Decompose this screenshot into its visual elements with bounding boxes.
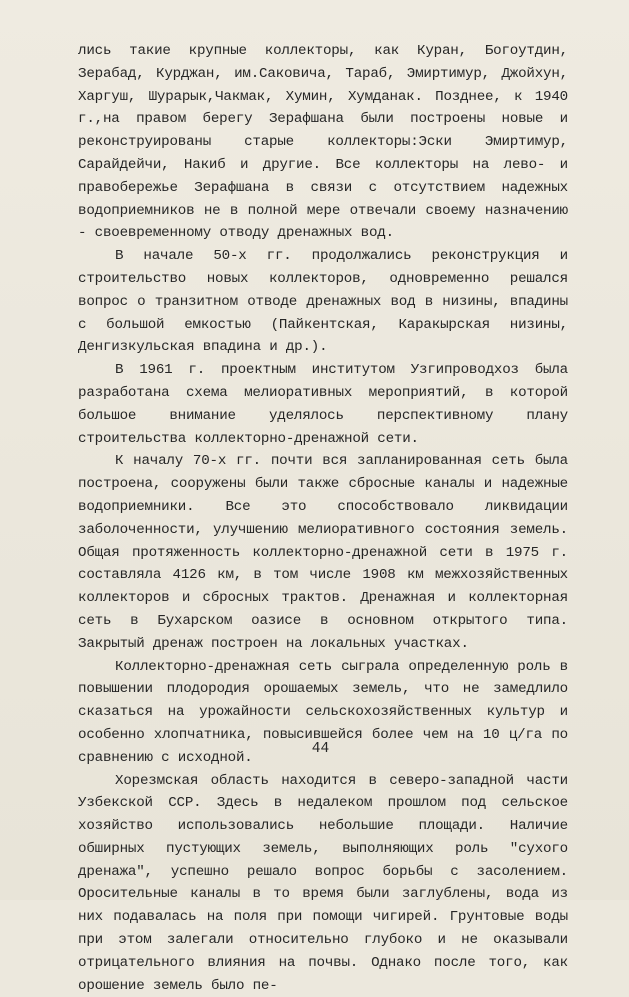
paragraph-1950s-reconstruction: В начале 50-х гг. продолжались реконструкция и строительство новых коллекторов, одновременно решался вопрос о транзитном отводе дренажных вод в низины, впадины с большой емкостью (Пайкентская, Каракырская низины, Денгизкульская впадина и др.). [78,245,568,359]
paragraph-khorezm-region: Хорезмская область находится в северо-западной части Узбекской ССР. Здесь в недалеком прошлом под сельское хозяйство использовались небольшие площади. Наличие обширных пустующих земель, выполняющих роль "сухого дренажа", успешно решало вопрос борьбы с засолением. Оросительные каналы в то время были заглублены, вода из них подавалась на поля при помощи чигирей. Грунтовые воды при этом залегали относительно глубоко и не оказывали отрицательного влияния на почвы. Однако после того, как орошение земель было пе- [78,770,568,997]
body-text [78,40,568,997]
paragraph-1961-scheme: В 1961 г. проектным институтом Узгипроводхоз была разработана схема мелиоративных мероприятий, в которой большое внимание уделялось перспективному плану строительства коллекторно-дренажной сети. [78,359,568,450]
page-number: 44 [0,741,629,757]
paragraph-fertility-effect: Коллекторно-дренажная сеть сыграла определенную роль в повышении плодородия орошаемых земель, что не замедлило сказаться на урожайности сельскохозяйственных культур и особенно хлопчатника, повысившейся более чем на 10 ц/га по сравнению с исходной. [78,656,568,770]
paragraph-continuation: лись такие крупные коллекторы, как Куран, Богоутдин, Зерабад, Курджан, им.Саковича, Тараб, Эмиртимур, Джойхун, Харгуш, Шурарык,Чакмак, Хумин, Хумданак. Позднее, к 1940 г.,на правом берегу Зерафшана были построены новые и реконструированы старые коллекторы:Эски Эмиртимур, Сарайдейчи, Накиб и другие. Все коллекторы на лево- и правобережье Зерафшана в связи с отсутствием надежных водоприемников не в полной мере отвечали своему назначению - своевременному отводу дренажных вод. [78,40,568,245]
paragraph-1970s-network: К началу 70-х гг. почти вся запланированная сеть была построена, сооружены были также сбросные каналы и надежные водоприемники. Все это способствовало ликвидации заболоченности, улучшению мелиоративного состояния земель. Общая протяженность коллекторно-дренажной сети в 1975 г. составляла 4126 км, в том числе 1908 км межхозяйственных коллекторов и сбросных трактов. Дренажная и коллекторная сеть в Бухарском оазисе в основном открытого типа. Закрытый дренаж построен на локальных участках. [78,450,568,655]
